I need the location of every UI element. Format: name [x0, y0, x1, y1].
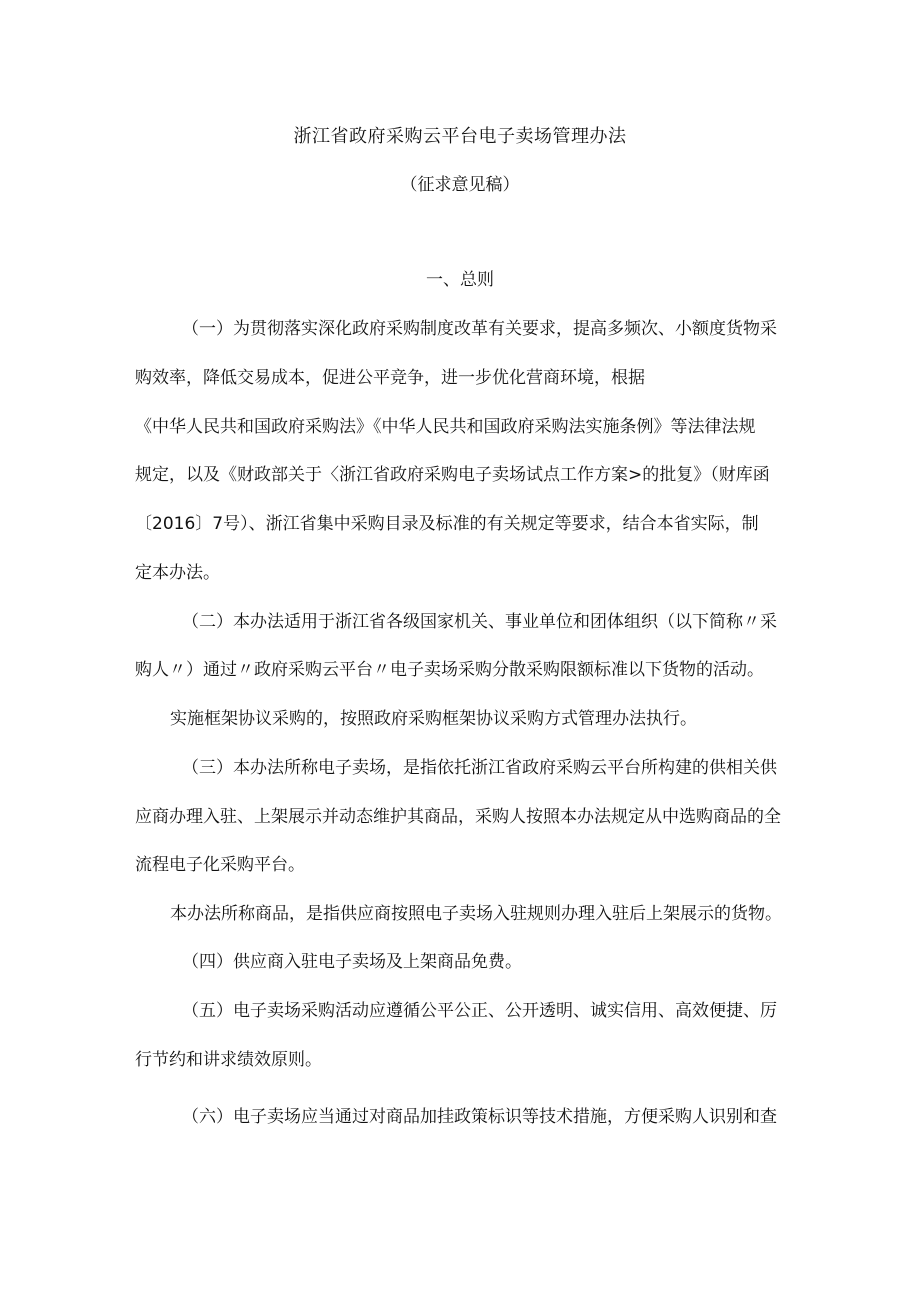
- section-heading: 一、总则: [426, 270, 494, 290]
- document-title: 浙江省政府采购云平台电子卖场管理办法: [293, 126, 627, 147]
- paragraph-1-line-3: 《中华人民共和国政府采购法》《中华人民共和国政府采购法实施条例》等法律法规: [135, 417, 756, 437]
- paragraph-7-line-1: （五）电子卖场采购活动应遵循公平公正、公开透明、诚实信用、高效便捷、厉: [182, 1001, 777, 1021]
- paragraph-8-line-1: （六）电子卖场应当通过对商品加挂政策标识等技术措施，方便采购人识别和查: [182, 1107, 777, 1127]
- paragraph-1-line-1: （一）为贯彻落实深化政府采购制度改革有关要求，提高多频次、小额度货物采: [182, 319, 777, 339]
- paragraph-1-line-6: 定本办法。: [135, 563, 220, 583]
- paragraph-1-line-2: 购效率，降低交易成本，促进公平竞争，进一步优化营商环境，根据: [135, 368, 645, 388]
- paragraph-2-line-2: 购人〃）通过〃政府采购云平台〃电子卖场采购分散采购限额标准以下货物的活动。: [135, 660, 764, 680]
- document-subtitle: （征求意见稿）: [400, 175, 520, 195]
- paragraph-5-line-1: 本办法所称商品，是指供应商按照电子卖场入驻规则办理入驻后上架展示的货物。: [170, 904, 782, 924]
- paragraph-4-line-3: 流程电子化采购平台。: [135, 855, 305, 875]
- paragraph-1-line-4: 规定，以及《财政部关于〈浙江省政府采购电子卖场试点工作方案>的批复》（财库函: [135, 465, 770, 485]
- paragraph-6-line-1: （四）供应商入驻电子卖场及上架商品免费。: [182, 952, 522, 972]
- paragraph-1-line-5: 〔2016〕7号）、浙江省集中采购目录及标准的有关规定等要求，结合本省实际，制: [135, 514, 759, 534]
- paragraph-4-line-1: （三）本办法所称电子卖场，是指依托浙江省政府采购云平台所构建的供相关供: [182, 758, 777, 778]
- paragraph-2-line-1: （二）本办法适用于浙江省各级国家机关、事业单位和团体组织（以下简称〃采: [182, 612, 777, 632]
- paragraph-4-line-2: 应商办理入驻、上架展示并动态维护其商品，采购人按照本办法规定从中选购商品的全: [135, 807, 781, 827]
- paragraph-3-line-1: 实施框架协议采购的，按照政府采购框架协议采购方式管理办法执行。: [170, 709, 697, 729]
- paragraph-7-line-2: 行节约和讲求绩效原则。: [135, 1050, 322, 1070]
